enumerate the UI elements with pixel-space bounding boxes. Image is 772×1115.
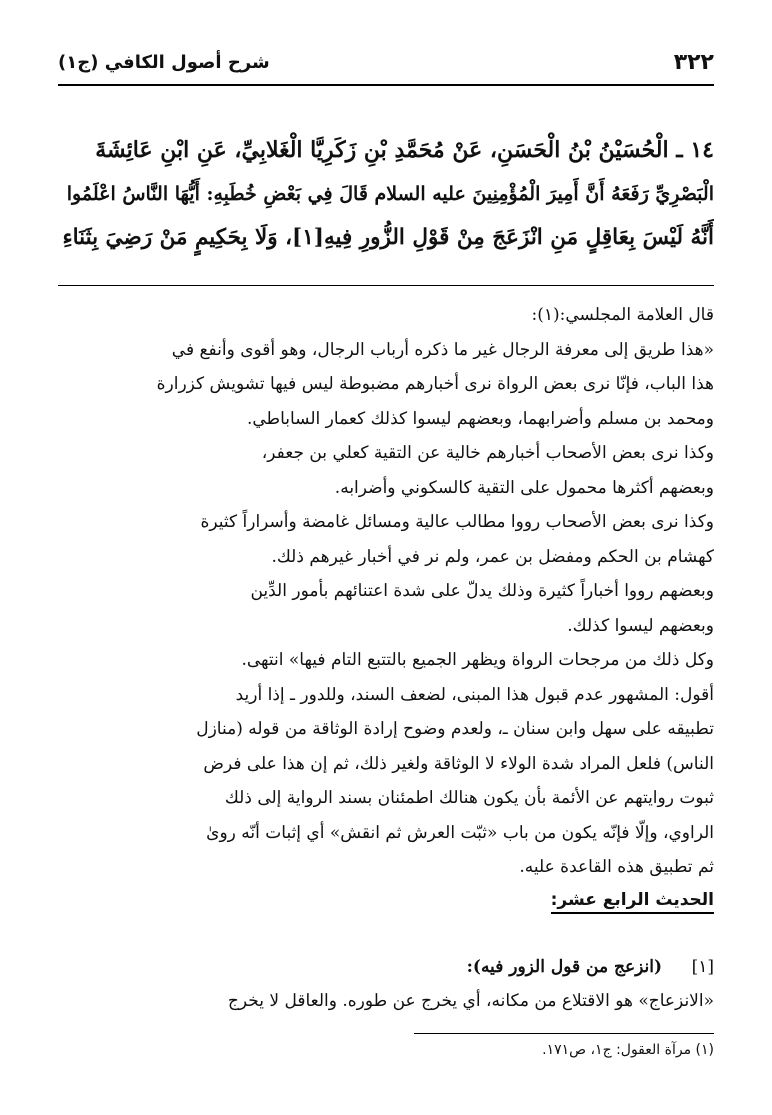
commentary-text [58, 298, 714, 885]
commentary-line: وكذا نرى بعض الأصحاب رووا مطالب عالية ومسائل غامضة وأسراراً كثيرة [200, 512, 714, 532]
commentary-line: ثم تطبيق هذه القاعدة عليه. [519, 857, 714, 877]
explanatory-note [58, 950, 714, 1018]
commentary-line: وبعضهم رووا أخباراً كثيرة وذلك يدلّ على شدة اعتنائهم بأمور الدِّين [250, 581, 714, 601]
commentary-line: وكل ذلك من مرجحات الرواة ويظهر الجميع بالتتبع التام فيها» انتهى. [241, 650, 714, 670]
note-text: «الانزعاج» هو الاقتلاع من مكانه، أي يخرج عن طوره. والعاقل لا يخرج [227, 991, 714, 1011]
note-number: [١] [691, 957, 714, 977]
commentary-line: تطبيقه على سهل وابن سنان ـ، ولعدم وضوح إرادة الوثاقة من قوله (منازل [196, 719, 714, 739]
hadith-text [58, 128, 714, 260]
commentary-line: الراوي، وإلّا فإنّه يكون من باب «ثبّت العرش ثم انقش» أي إثبات أنّه روىٰ [206, 822, 714, 843]
header-rule [58, 84, 714, 86]
hadith-line: أَنَّهُ لَيْسَ بِعَاقِلٍ مَنِ انْزَعَجَ مِنْ قَوْلِ الزُّورِ فِيهِ[١]، وَلَا بِحَكِيمٍ مَنْ رَضِيَ بِثَنَاءِ [62, 225, 714, 250]
page-header [58, 48, 714, 82]
page-number: ٣٢٢ [673, 50, 714, 75]
commentary-line: ثبوت روايتهم عن الأئمة بأن يكون هنالك اطمئنان بسند الرواية إلى ذلك [224, 788, 714, 808]
commentary-line: الناس) فلعل المراد شدة الولاء لا الوثاقة ولغير ذلك، ثم إن هذا على فرض [203, 753, 714, 774]
commentary-line: وبعضهم ليسوا كذلك. [567, 615, 714, 636]
commentary-line: كهشام بن الحكم ومفضل بن عمر، ولم نر في أخبار غيرهم ذلك. [271, 546, 714, 567]
note-heading [58, 950, 714, 984]
footnote: (١) مرآة العقول: ج١، ص١٧١. [542, 1042, 714, 1058]
book-title: شرح أصول الكافي (ج١) [58, 52, 270, 73]
commentary-line: هذا الباب، فإنّا نرى بعض الرواة نرى أخبارهم مضبوطة ليس فيها تشويش كزرارة [156, 374, 714, 394]
commentary-line: ومحمد بن مسلم وأضرابهما، وبعضهم ليسوا كذلك كعمار الساباطي. [246, 408, 714, 429]
section-heading: الحديث الرابع عشر: [551, 890, 714, 914]
commentary-line: وكذا نرى بعض الأصحاب أخبارهم خالية عن التقية كعلي بن جعفر، [261, 443, 714, 463]
commentary-line: وبعضهم أكثرها محمول على التقية كالسكوني وأضرابه. [334, 477, 714, 498]
note-title: (انزعج من قول الزور فيه): [466, 957, 662, 977]
commentary-line: قال العلامة المجلسي:(١): [531, 305, 714, 325]
commentary-line: «هذا طريق إلى معرفة الرجال غير ما ذكره أرباب الرجال، وهو أقوى وأنفع في [171, 339, 714, 360]
commentary-line: أقول: المشهور عدم قبول هذا المبنى، لضعف السند، وللدور ـ إذا أريد [235, 684, 714, 705]
hadith-line: ١٤ ـ الْحُسَيْنُ بْنُ الْحَسَنِ، عَنْ مُحَمَّدِ بْنِ زَكَرِيَّا الْغَلابِيِّ، عَنِ ابْنِ عَائِشَةَ [95, 137, 714, 163]
hadith-line: الْبَصْرِيِّ رَفَعَهُ أَنَّ أَمِيرَ الْمُؤْمِنِينَ عليه السلام قَالَ فِي بَعْضِ خُطَبِهِ: أَيُّهَا النَّاسُ اعْلَمُوا [66, 183, 714, 205]
text-separator-rule [58, 285, 714, 286]
footnote-rule [414, 1033, 714, 1034]
